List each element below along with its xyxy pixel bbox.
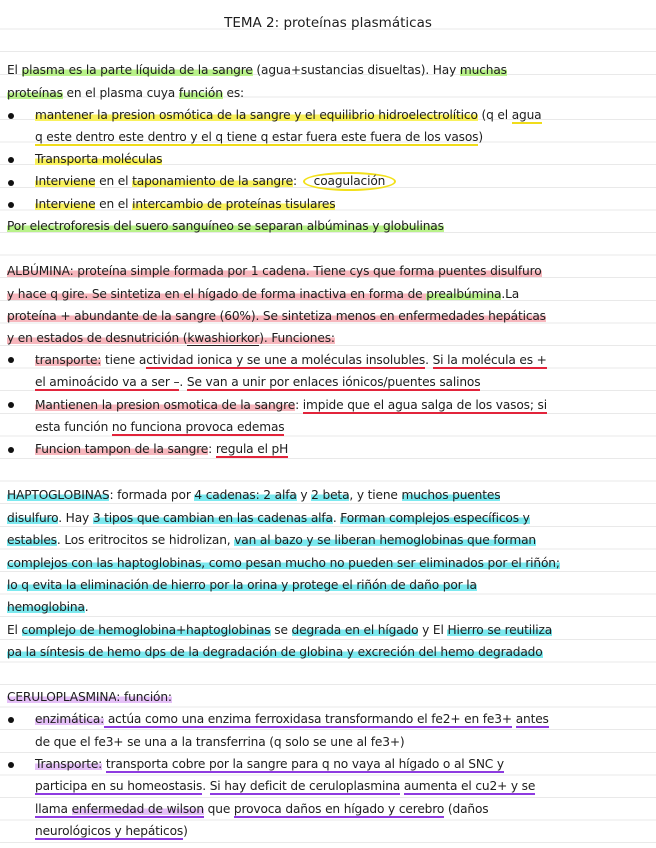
bullet-icon <box>8 402 14 408</box>
highlight-cyan: hemoglobina <box>7 600 85 614</box>
intro-bullet-2 <box>35 150 651 168</box>
hapto-line-5 <box>7 576 651 594</box>
text: . <box>425 353 433 367</box>
albumina-func-1-cont <box>35 373 651 391</box>
text: se <box>270 623 292 637</box>
highlight-cyan: Hierro se reutiliza <box>447 623 553 637</box>
cerulo-bullet-1 <box>35 710 651 728</box>
highlight-yellow: taponamiento de la sangre <box>132 174 293 188</box>
albumina-line-3 <box>7 307 651 325</box>
albumina-func-2 <box>35 396 651 414</box>
bullet-icon <box>8 357 14 363</box>
highlight-cyan: lo q evita la eliminación de hierro por la orina y protege el riñón de daño por la <box>7 578 477 592</box>
albumina-line-2 <box>7 285 651 303</box>
underline-red: ctividad ionica y se une a moléculas insolubles <box>146 353 426 367</box>
highlight-lilac: enzimática: <box>35 712 105 726</box>
highlight-yellow: Interviene <box>35 174 96 188</box>
underline-red: el aminoácido va a ser – <box>35 375 180 389</box>
electroforesis-line <box>7 217 651 235</box>
highlight-yellow: intercambio de proteínas tisulares <box>132 197 336 211</box>
highlight-pink: Funcion tampon de la sangre <box>35 442 209 456</box>
text: y El <box>418 623 448 637</box>
text: , y tiene <box>349 488 402 502</box>
cerulo-bullet-2-cont-3 <box>35 822 651 840</box>
highlight-cyan: 4 cadenas: 2 alfa <box>194 488 297 502</box>
text: . <box>202 779 210 793</box>
underline-purple: actúa como una enzima ferroxidasa transformando el fe2+ en fe3+ <box>104 712 512 726</box>
text: : formada por <box>109 488 195 502</box>
hapto-line-3 <box>7 531 651 549</box>
text: tiene a <box>101 353 147 367</box>
highlight-cyan: estables <box>7 533 57 547</box>
highlight-cyan: van al bazo y se liberan hemoglobinas que forman <box>234 533 536 547</box>
highlight-pink: proteína + abundante de la sangre (60%). Se sintetiza menos en enfermedades hepáticas <box>7 309 546 323</box>
text: . Hay <box>58 511 93 525</box>
text: . <box>84 600 89 614</box>
albumina-line-4 <box>7 329 651 347</box>
hapto-line-2 <box>7 509 651 527</box>
highlight-yellow: Transporta moléculas <box>35 152 163 166</box>
text: de que el fe3+ se una a la transferrina (q solo se une al fe3+) <box>35 735 405 749</box>
intro-bullet-3 <box>35 172 651 191</box>
highlight-pink: transporte: <box>35 353 102 367</box>
highlight-cyan: Forman complejos específicos y <box>340 511 530 525</box>
section-heading: CERULOPLASMINA <box>7 690 117 704</box>
underline-yellow: agua <box>511 108 542 122</box>
text: El <box>7 623 22 637</box>
text: en el plasma cuya <box>62 86 179 100</box>
highlight-green: prealbúmina <box>426 287 502 301</box>
highlight-pink: : proteína simple formada por 1 cadena. Tiene cys que forma puentes disulfuro <box>69 264 542 278</box>
highlight-green: plasma es la parte líquida de la sangre <box>21 63 253 77</box>
underline-yellow: q este dentro este dentro y el q tiene q estar fuera este fuera de los vasos <box>35 130 479 144</box>
highlight-lilac: : función: <box>116 690 172 704</box>
highlight-cyan: disulfuro <box>7 511 59 525</box>
intro-bullet-1 <box>35 106 651 124</box>
highlight-cyan: 3 tipos que cambian en las cadenas alfa <box>92 511 333 525</box>
page-title: TEMA 2: proteínas plasmáticas <box>224 15 432 31</box>
highlight-green: Por electroforesis del suero sanguíneo se separan albúminas y globulinas <box>7 219 444 233</box>
bullet-icon <box>8 762 14 768</box>
highlight-cyan: muchos puentes <box>401 488 501 502</box>
text: que <box>203 802 234 816</box>
bullet-icon <box>8 202 14 208</box>
cerulo-bullet-2 <box>35 755 651 773</box>
albumina-func-2-cont <box>35 418 651 436</box>
section-heading: HAPTOGLOBINAS <box>7 488 110 502</box>
section-heading: ALBÚMINA <box>7 264 70 278</box>
underline-red: regula el pH <box>215 442 289 456</box>
underline-purple: antes <box>515 712 549 726</box>
bullet-icon <box>8 157 14 163</box>
albumina-line-1 <box>7 262 651 280</box>
highlight-yellow: mantener la presion osmótica de la sangre y el equilibrio hidroelectrolítico <box>35 108 478 122</box>
hapto-line-1 <box>7 486 651 504</box>
highlight-cyan: complejo de hemoglobina+haptoglobinas <box>21 623 271 637</box>
highlight-yellow: Interviene <box>35 197 96 211</box>
text: : <box>295 398 303 412</box>
underline-purple: aumenta el cu2+ y se <box>403 779 536 793</box>
highlight-pink: ). Funciones: <box>259 331 335 345</box>
bullet-icon <box>8 180 14 186</box>
text: : <box>292 174 301 188</box>
text: ) <box>478 130 483 144</box>
bullet-icon <box>8 113 14 119</box>
bullet-icon <box>8 447 14 453</box>
text: . <box>179 375 187 389</box>
circled-word: coagulación <box>303 172 397 191</box>
hapto-line-8 <box>7 643 651 661</box>
underline-red: no funciona provoca edemas <box>111 420 285 434</box>
highlight-cyan: pa la síntesis de hemo <box>7 645 141 659</box>
text: y <box>296 488 312 502</box>
text: en el <box>95 174 133 188</box>
highlight-lilac: Transporte: <box>35 757 103 771</box>
intro-line-1 <box>7 61 651 79</box>
intro-line-2 <box>7 84 651 102</box>
intro-bullet-1-cont <box>35 128 651 146</box>
hapto-line-7 <box>7 621 651 639</box>
highlight-pink: y hace q gire. Se sintetiza en el hígado de forma inactiva en forma de <box>7 287 427 301</box>
underline-red: impide que el agua salga de los vasos; si <box>302 398 547 412</box>
underline-purple: participa en su homeostasis <box>35 779 203 793</box>
underline-purple: neurológicos y hepáticos <box>35 824 184 838</box>
text: (q el <box>477 108 512 122</box>
albumina-func-3 <box>35 440 651 458</box>
underline-purple: transporta cobre por la sangre para q no vaya al hígado o al SNC y <box>105 757 504 771</box>
highlight-pink: y en estados de desnutrición ( <box>7 331 188 345</box>
highlight-green: función <box>178 86 223 100</box>
underline-purple: llama <box>35 802 72 816</box>
bullet-icon <box>8 717 14 723</box>
highlight-green: muchas <box>459 63 507 77</box>
hapto-line-4 <box>7 554 651 572</box>
text: . Los eritrocitos se hidrolizan, <box>56 533 235 547</box>
albumina-func-1 <box>35 351 651 369</box>
highlight-cyan: complejos con las haptoglobinas, como pesan mucho no pueden ser eliminados por el riñón; <box>7 556 560 570</box>
text: en el <box>95 197 133 211</box>
highlight-lilac: enfermedad de wilson <box>71 802 204 816</box>
highlight-green: proteínas <box>7 86 63 100</box>
text: (daños <box>444 802 489 816</box>
cerulo-bullet-2-cont-1 <box>35 777 651 795</box>
highlight-cyan: 2 beta <box>311 488 350 502</box>
text: (agua+sustancias disueltas). Hay <box>252 63 460 77</box>
cerulo-bullet-2-cont-2 <box>35 800 651 818</box>
intro-bullet-4 <box>35 195 651 213</box>
highlight-pink: Mantienen la presion osmotica de la sangre <box>35 398 296 412</box>
highlight-cyan: dps de la degradación de globina y excreción del hemo degradado <box>140 645 543 659</box>
text: .La <box>501 287 520 301</box>
underline-purple: provoca daños en hígado y cerebro <box>233 802 445 816</box>
text: es: <box>222 86 245 100</box>
underline-red: Si la molécula es + <box>432 353 547 367</box>
text: esta función <box>35 420 112 434</box>
highlight-cyan: degrada en el hígado <box>291 623 419 637</box>
text: ) <box>183 824 188 838</box>
text: El <box>7 63 22 77</box>
underline-red: Se van a unir por enlaces iónicos/puentes salinos <box>186 375 481 389</box>
cerulo-line-1 <box>7 688 651 706</box>
hapto-line-6 <box>7 598 651 616</box>
underline-purple: Si hay deficit de ceruloplasmina <box>209 779 401 793</box>
text: . <box>332 511 341 525</box>
text: : <box>208 442 216 456</box>
cerulo-bullet-1-cont <box>35 733 651 751</box>
underlined-term: kwashiorkor <box>187 331 260 345</box>
